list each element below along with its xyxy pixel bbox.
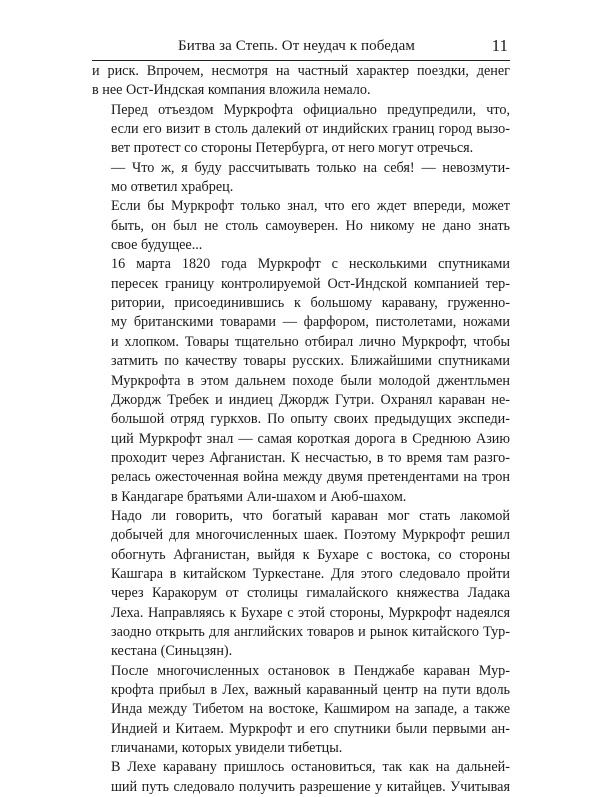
text-line: Надо ли говорить, что богатый караван мог стать лакомой — [111, 507, 510, 524]
text-line: проходит через Афганистан. К несчастью, в то время там разго- — [111, 449, 510, 466]
text-line: Если бы Муркрофт только знал, что его ждет впереди, может — [111, 198, 510, 215]
text-line: 16 марта 1820 года Муркрофт с несколькими спутниками — [111, 256, 510, 273]
paragraph — [92, 197, 510, 255]
text-line: свое будущее... — [111, 237, 203, 254]
text-line: Инда между Тибетом на востоке, Кашмиром на западе, а также — [111, 701, 510, 718]
text-line: Леха. Направляясь к Бухаре с этой стороны, Муркрофт надеялся — [111, 604, 510, 621]
text-line: быть, он был не столь самоуверен. Но никому не дано знать — [111, 217, 510, 234]
paragraph — [92, 159, 510, 198]
text-line: кестана (Синьцзян). — [111, 643, 233, 660]
text-line: и риск. Впрочем, несмотря на частный характер поездки, денег — [92, 63, 510, 79]
text-line: мо ответил храбрец. — [111, 179, 234, 196]
text-line: Муркрофта в этом дальнем походе были молодой джентльмен — [111, 372, 510, 389]
text-line: гличанами, которых увидели тибетцы. — [111, 740, 343, 757]
paragraph — [92, 255, 510, 506]
text-line: большой отряд гуркхов. По опыту своих предыдущих экспеди- — [111, 411, 510, 428]
text-line: обогнуть Афганистан, выйдя к Бухаре с востока, со стороны — [111, 546, 510, 563]
text-line: если его визит в столь далекий от индийских границ город вызо- — [111, 121, 510, 138]
text-line: Индией и Китаем. Муркрофт и его спутники были первыми ан- — [111, 720, 510, 737]
paragraph — [92, 62, 510, 101]
text-line: в нее Ост-Индская компания вложила немало. — [92, 82, 371, 99]
text-line: и хлопком. Товары тщательно отбирал лично Муркрофт, чтобы — [111, 333, 510, 350]
text-line: ций Муркрофт знал — самая короткая дорога в Среднюю Азию — [111, 430, 510, 447]
text-line: В Лехе каравану пришлось остановиться, так как на дальней- — [111, 759, 510, 776]
text-line: релась ожесточенная война между двумя претендентами на трон — [111, 469, 510, 486]
paragraph — [92, 662, 510, 759]
text-line: Кашгара в китайском Туркестане. Для этого следовало пройти — [111, 565, 510, 582]
paragraph — [92, 507, 510, 662]
text-line: вет протест со стороны Петербурга, от него могут отречься. — [111, 140, 474, 157]
paragraph — [92, 758, 510, 797]
text-line: ший путь следовало получить разрешение у китайцев. Учитывая — [111, 778, 510, 795]
text-line: Перед отъездом Муркрофта официально предупредили, что, — [111, 101, 510, 118]
text-line: добычей для многочисленных шаек. Поэтому Муркрофт решил — [111, 527, 510, 544]
text-line: через Каракорум от столицы гималайского княжества Ладака — [111, 585, 510, 602]
text-line: в Кандагаре братьями Али-шахом и Аюб-шахом. — [111, 488, 407, 505]
text-line: заодно открыть для английских товаров и рынок китайского Тур- — [111, 623, 510, 640]
text-line: пересек границу контролируемой Ост-Индской компанией тер- — [111, 275, 510, 292]
paragraph — [92, 101, 510, 159]
running-title: Битва за Степь. От неудач к победам — [178, 38, 415, 54]
text-line: ритории, присоединившись к большому каравану, груженно- — [111, 295, 510, 312]
text-line: Джордж Требек и индиец Джордж Гутри. Охранял караван не- — [111, 391, 510, 408]
text-line: крофта прибыл в Лех, важный караванный центр на пути вдоль — [111, 682, 510, 698]
text-line: После многочисленных остановок в Пенджабе караван Мур- — [111, 662, 510, 679]
running-head — [92, 36, 510, 61]
body-text — [92, 62, 510, 797]
text-line: — Что ж, я буду рассчитывать только на себя! — невозмути- — [111, 159, 510, 176]
text-line: му британскими товарами — фарфором, пистолетами, ножами — [111, 314, 510, 331]
page-number: 11 — [491, 36, 508, 55]
text-line: затмить по качеству товары русских. Ближайшими спутниками — [111, 353, 510, 370]
